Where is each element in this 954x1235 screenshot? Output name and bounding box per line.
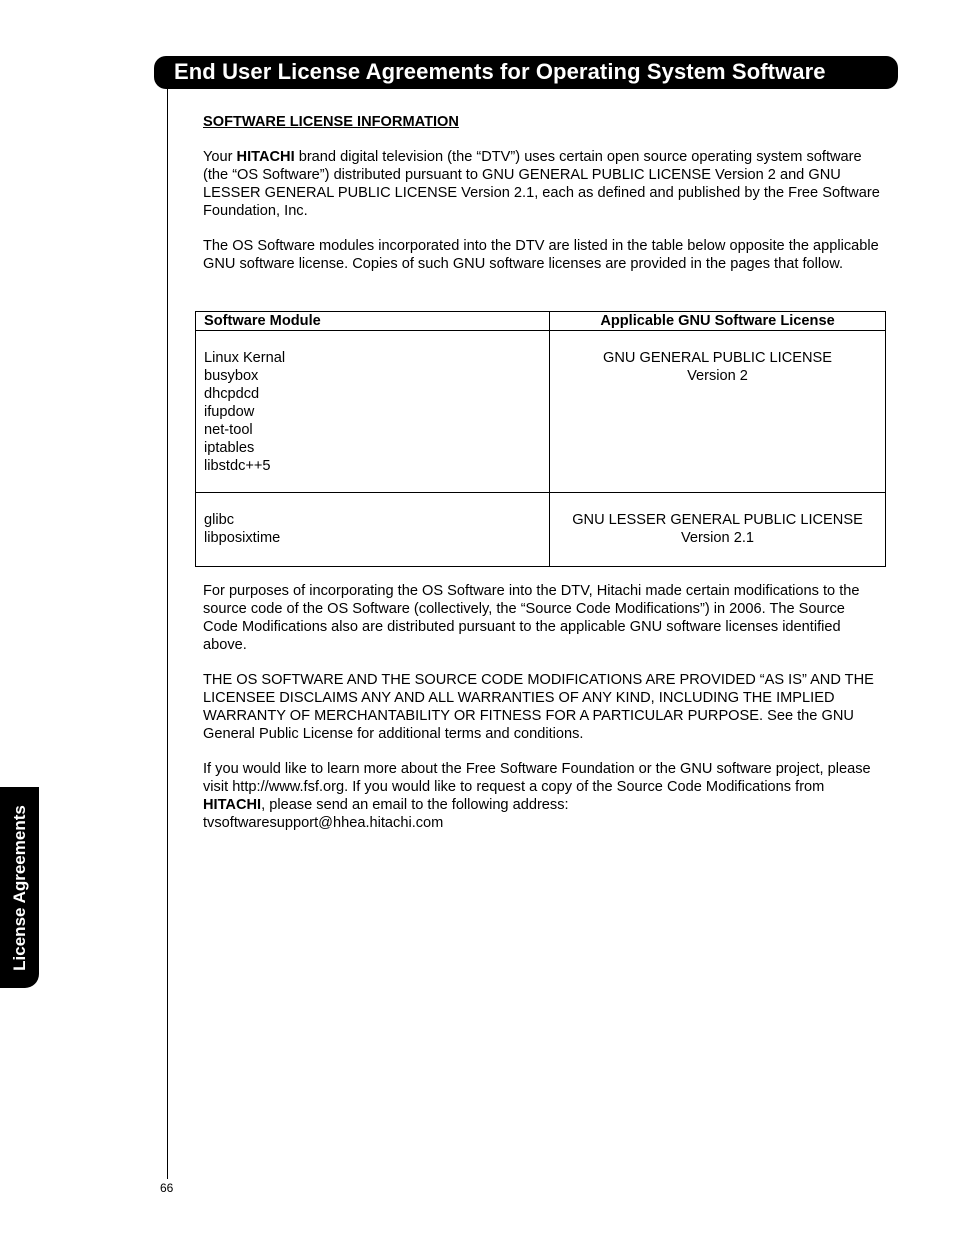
modifications-paragraph: For purposes of incorporating the OS Software into the DTV, Hitachi made certain modifications to the source code of the OS Software (collectively, the “Source Code Modifications”) in 2006. The Source Code Modifications also are distributed pursuant to the applicable GNU software licenses identified above.	[203, 583, 860, 653]
module-item: iptables	[204, 440, 255, 456]
license-version: Version 2.1	[680, 530, 755, 546]
intro-section	[203, 113, 883, 273]
body-section	[203, 582, 883, 832]
module-item: libposixtime	[204, 530, 281, 546]
license-cell	[550, 331, 886, 493]
page-title: End User License Agreements for Operating System Software	[174, 59, 826, 84]
intro-text-b: brand digital television (the “DTV”) uses certain open source operating system software (the “OS Software”) distributed pursuant to GNU GENERAL PUBLIC LICENSE Version 2 and GNU LESSER GENERAL PUBLIC LICENSE Version 2.1, each as defined and published by the Free Software Foundation, Inc.	[203, 149, 880, 219]
license-cell	[550, 493, 886, 567]
side-tab-label: License Agreements	[10, 805, 29, 971]
license-table	[195, 311, 886, 567]
intro-paragraph-2: The OS Software modules incorporated into the DTV are listed in the table below opposite the applicable GNU software license. Copies of such GNU software licenses are provided in the pages that follow.	[203, 238, 879, 272]
contact-text-b: , please send an email to the following address:	[261, 797, 569, 813]
intro-text-a: Your	[203, 149, 237, 165]
side-tab	[0, 787, 39, 988]
module-item: Linux Kernal	[204, 350, 286, 366]
contact-paragraph	[203, 760, 883, 814]
module-item: libstdc++5	[204, 458, 271, 474]
license-name: GNU GENERAL PUBLIC LICENSE	[603, 350, 832, 366]
section-heading: SOFTWARE LICENSE INFORMATION	[203, 114, 459, 130]
intro-paragraph-1	[203, 148, 883, 220]
margin-rule	[167, 89, 168, 1179]
contact-text-a: If you would like to learn more about the Free Software Foundation or the GNU software project, please visit http://www.fsf.org. If you would like to request a copy of the Source Code Modifications from	[203, 761, 871, 795]
page-number: 66	[160, 1181, 174, 1195]
table-row	[196, 493, 886, 567]
support-email: tvsoftwaresupport@hhea.hitachi.com	[203, 815, 444, 831]
module-item: ifupdow	[204, 404, 255, 420]
title-banner	[154, 56, 898, 89]
warranty-paragraph: THE OS SOFTWARE AND THE SOURCE CODE MODIFICATIONS ARE PROVIDED “AS IS” AND THE LICENSEE DISCLAIMS ANY AND ALL WARRANTIES OF ANY KIND, INCLUDING THE IMPLIED WARRANTY OF MERCHANTABILITY OR FITNESS FOR A PARTICULAR PURPOSE. See the GNU General Public License for additional terms and conditions.	[203, 672, 874, 742]
module-list	[196, 493, 550, 567]
module-item: glibc	[204, 512, 235, 528]
module-item: net-tool	[204, 422, 253, 438]
table-row	[196, 331, 886, 493]
table-header-module: Software Module	[196, 312, 550, 331]
module-list	[196, 331, 550, 493]
module-item: busybox	[204, 368, 259, 384]
license-version: Version 2	[687, 368, 748, 384]
brand-name: HITACHI	[203, 797, 262, 813]
table-header-row	[196, 312, 886, 331]
module-item: dhcpdcd	[204, 386, 260, 402]
license-name: GNU LESSER GENERAL PUBLIC LICENSE	[572, 512, 863, 528]
table-header-license: Applicable GNU Software License	[550, 312, 886, 331]
brand-name: HITACHI	[236, 149, 295, 165]
